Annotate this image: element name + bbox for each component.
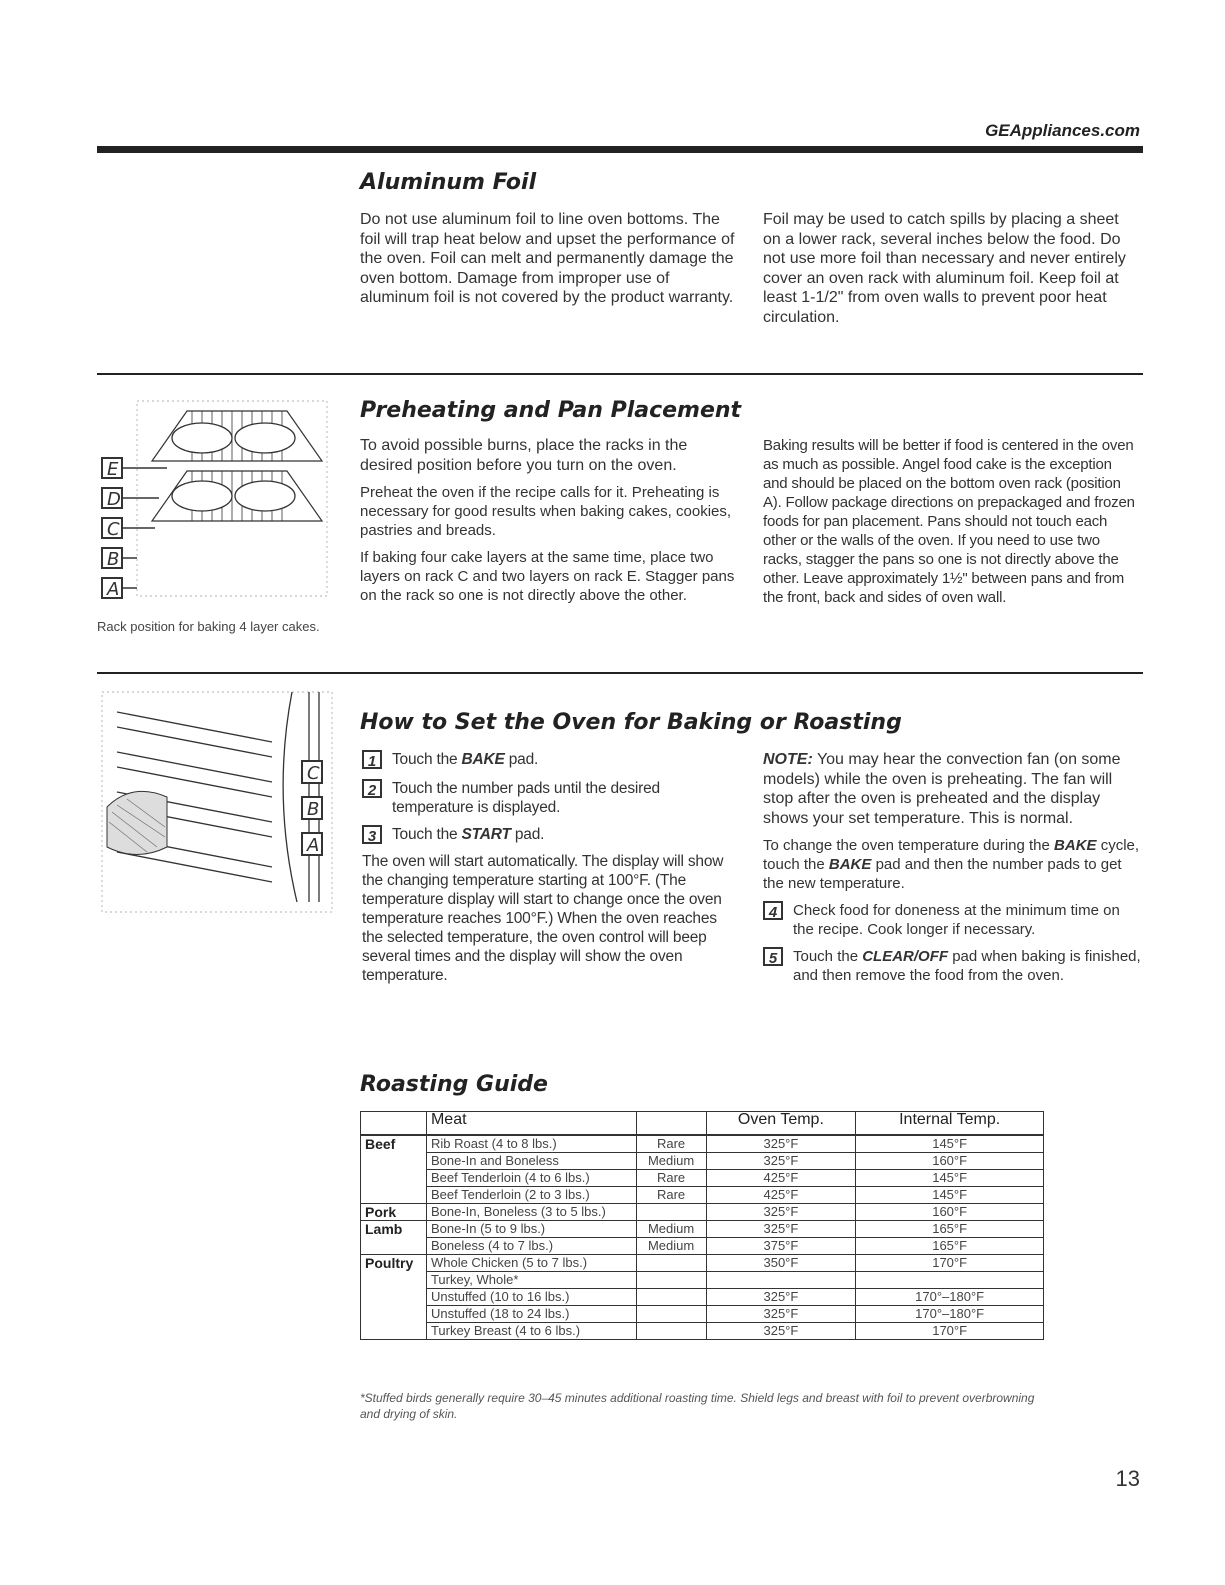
- table-row: [361, 1238, 1044, 1255]
- meat-category: Poultry: [361, 1255, 427, 1340]
- doneness: [636, 1255, 706, 1272]
- meat-cut: Bone-In, Boneless (3 to 5 lbs.): [426, 1204, 636, 1221]
- doneness: Medium: [636, 1221, 706, 1238]
- preheat-para-2: Preheat the oven if the recipe calls for it. Preheating is necessary for good results when baking cakes, cookies, pastries and breads.: [360, 484, 732, 539]
- roasting-footnote: *Stuffed birds generally require 30–45 minutes additional roasting time. Shield legs and breast with foil to prevent overbrowning and drying of skin.: [360, 1391, 1035, 1421]
- table-row: [361, 1255, 1044, 1272]
- meat-category: Pork: [361, 1204, 427, 1221]
- table-row: [361, 1170, 1044, 1187]
- header-oven-temp: Oven Temp.: [706, 1112, 856, 1136]
- section-title-how-to-set: How to Set the Oven for Baking or Roasting: [360, 710, 902, 735]
- oven-temp: 325°F: [706, 1135, 856, 1153]
- rack-label-c: C: [107, 519, 120, 540]
- oven-temp: 325°F: [706, 1289, 856, 1306]
- oven-temp: [706, 1272, 856, 1289]
- table-row: [361, 1306, 1044, 1323]
- step-2: [362, 779, 737, 817]
- internal-temp: 160°F: [856, 1204, 1044, 1221]
- table-row: [361, 1135, 1044, 1153]
- meat-cut: Turkey Breast (4 to 6 lbs.): [426, 1323, 636, 1340]
- doneness: Rare: [636, 1170, 706, 1187]
- oven-temp: 325°F: [706, 1323, 856, 1340]
- preheat-left-text: [360, 436, 740, 613]
- oven-temp: 350°F: [706, 1255, 856, 1272]
- step-text: Touch the BAKE pad.: [392, 751, 539, 768]
- foil-right-text: Foil may be used to catch spills by placing a sheet on a lower rack, several inches below the food. Do not use more foil than necessary and never entirely cover an oven rack with aluminum foil. Keep foil at least 1-1/2" from oven walls to prevent poor heat circulation.: [763, 211, 1126, 326]
- table-row: [361, 1153, 1044, 1170]
- internal-temp: 170°–180°F: [856, 1289, 1044, 1306]
- meat-cut: Unstuffed (10 to 16 lbs.): [426, 1289, 636, 1306]
- table-row: [361, 1323, 1044, 1340]
- header-rule: [97, 146, 1143, 153]
- oven-temp: 425°F: [706, 1187, 856, 1204]
- note-paragraph: NOTE: You may hear the convection fan (on some models) while the oven is preheating. The fan will stop after the oven is preheated and the display shows your set temperature. This is normal.: [763, 751, 1121, 827]
- oven-temp: 425°F: [706, 1170, 856, 1187]
- oven-temp: 375°F: [706, 1238, 856, 1255]
- internal-temp: 145°F: [856, 1187, 1044, 1204]
- step-4: [763, 901, 1143, 939]
- table-body: [361, 1135, 1044, 1340]
- meat-cut: Rib Roast (4 to 8 lbs.): [426, 1135, 636, 1153]
- section-title-preheating: Preheating and Pan Placement: [360, 398, 742, 423]
- step-text: Touch the number pads until the desired temperature is displayed.: [392, 780, 660, 816]
- preheat-para-1: To avoid possible burns, place the racks in the desired position before you turn on the oven.: [360, 437, 688, 474]
- step-5: [763, 947, 1143, 985]
- preheat-para-3: If baking four cake layers at the same time, place two layers on rack C and two layers on rack E. Stagger pans on the rack so one is not directly above the other.: [360, 549, 735, 604]
- step-text: Check food for doneness at the minimum time on the recipe. Cook longer if necessary.: [793, 902, 1120, 938]
- internal-temp: 145°F: [856, 1135, 1044, 1153]
- meat-cut: Turkey, Whole*: [426, 1272, 636, 1289]
- rack-label-e: E: [107, 459, 119, 480]
- oven-temp: 325°F: [706, 1306, 856, 1323]
- rack-label-d: D: [107, 489, 121, 510]
- step-3: [362, 825, 737, 844]
- table-row: [361, 1187, 1044, 1204]
- preheat-right-text: Baking results will be better if food is centered in the oven as much as possible. Angel food cake is the exception and should be placed on the bottom oven rack (position A). Follow package directions on prepackaged and frozen foods for pan placement. Pans should not touch each other or the walls of the oven. If you need to use two racks, stagger the pans so one is not directly above the other. Leave approximately 1½" between pans and from the front, back and sides of oven wall.: [763, 437, 1135, 606]
- doneness: Medium: [636, 1153, 706, 1170]
- step-number: 3: [362, 825, 382, 844]
- meat-cut: Bone-In (5 to 9 lbs.): [426, 1221, 636, 1238]
- rack-position-figure: [97, 396, 337, 611]
- internal-temp: 165°F: [856, 1238, 1044, 1255]
- rack-label-b: B: [107, 549, 120, 570]
- meat-category: Lamb: [361, 1221, 427, 1255]
- section-title-aluminum-foil: Aluminum Foil: [360, 170, 537, 195]
- site-url: GEAppliances.com: [985, 121, 1140, 140]
- rack-label-a: A: [107, 579, 120, 600]
- meat-cut: Beef Tenderloin (2 to 3 lbs.): [426, 1187, 636, 1204]
- roasting-guide-table: [360, 1111, 1044, 1340]
- meat-cut: Whole Chicken (5 to 7 lbs.): [426, 1255, 636, 1272]
- section-title-roasting-guide: Roasting Guide: [360, 1072, 548, 1097]
- auto-start-paragraph: The oven will start automatically. The display will show the changing temperature starting at 100°F. (The temperature display will start to change once the oven temperature reaches 100°F.) When the oven reaches the selected temperature, the oven control will beep several times and the display will show the oven temperature.: [362, 853, 724, 984]
- header-meat: Meat: [426, 1112, 636, 1136]
- header-internal-temp: Internal Temp.: [856, 1112, 1044, 1136]
- oven-interior-figure: [97, 687, 337, 917]
- table-row: [361, 1221, 1044, 1238]
- table-row: [361, 1272, 1044, 1289]
- internal-temp: 165°F: [856, 1221, 1044, 1238]
- oven-rack-label-b: B: [307, 799, 320, 820]
- change-temp-paragraph: To change the oven temperature during the BAKE cycle, touch the BAKE pad and then the number pads to get the new temperature.: [763, 837, 1140, 892]
- table-row: [361, 1204, 1044, 1221]
- meat-cut: Beef Tenderloin (4 to 6 lbs.): [426, 1170, 636, 1187]
- meat-cut: Bone-In and Boneless: [426, 1153, 636, 1170]
- meat-cut: Boneless (4 to 7 lbs.): [426, 1238, 636, 1255]
- step-text: Touch the CLEAR/OFF pad when baking is finished, and then remove the food from the oven.: [793, 948, 1141, 984]
- rack-figure-caption: Rack position for baking 4 layer cakes.: [97, 619, 320, 634]
- internal-temp: [856, 1272, 1044, 1289]
- step-number: 5: [763, 947, 783, 966]
- table-row: [361, 1289, 1044, 1306]
- howto-right-column: [763, 750, 1143, 993]
- section-divider: [97, 672, 1143, 674]
- howto-left-column: [362, 750, 737, 993]
- oven-temp: 325°F: [706, 1204, 856, 1221]
- doneness: Medium: [636, 1238, 706, 1255]
- doneness: [636, 1323, 706, 1340]
- doneness: Rare: [636, 1187, 706, 1204]
- oven-temp: 325°F: [706, 1153, 856, 1170]
- internal-temp: 170°F: [856, 1323, 1044, 1340]
- internal-temp: 145°F: [856, 1170, 1044, 1187]
- internal-temp: 170°F: [856, 1255, 1044, 1272]
- foil-left-text: Do not use aluminum foil to line oven bottoms. The foil will trap heat below and upset the performance of the oven. Foil can melt and permanently damage the oven bottom. Damage from improper use of aluminum foil is not covered by the product warranty.: [360, 211, 735, 306]
- internal-temp: 160°F: [856, 1153, 1044, 1170]
- oven-temp: 325°F: [706, 1221, 856, 1238]
- oven-rack-label-a: A: [307, 835, 320, 856]
- step-number: 2: [362, 779, 382, 798]
- page-number: 13: [1115, 1466, 1140, 1491]
- doneness: [636, 1204, 706, 1221]
- step-1: [362, 750, 737, 769]
- doneness: Rare: [636, 1135, 706, 1153]
- step-text: Touch the START pad.: [392, 826, 545, 843]
- meat-category: Beef: [361, 1135, 427, 1204]
- step-number: 4: [763, 901, 783, 920]
- table-header-row: [361, 1112, 1044, 1136]
- doneness: [636, 1306, 706, 1323]
- meat-cut: Unstuffed (18 to 24 lbs.): [426, 1306, 636, 1323]
- doneness: [636, 1272, 706, 1289]
- section-divider: [97, 373, 1143, 375]
- internal-temp: 170°–180°F: [856, 1306, 1044, 1323]
- doneness: [636, 1289, 706, 1306]
- step-number: 1: [362, 750, 382, 769]
- oven-rack-label-c: C: [307, 763, 320, 784]
